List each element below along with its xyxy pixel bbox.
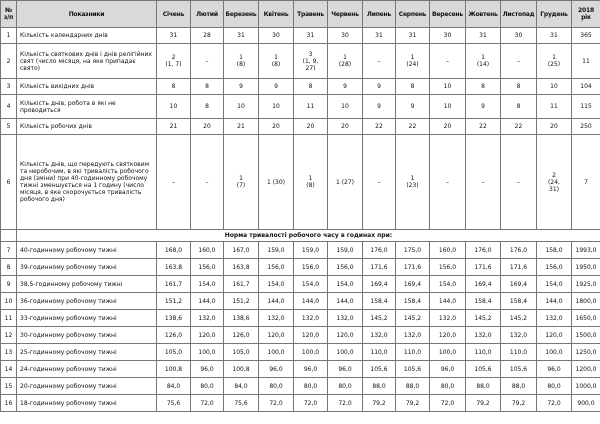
month-cell: 1 (24) (396, 44, 430, 79)
month-cell: 30 (501, 28, 537, 44)
month-cell: 126,0 (224, 327, 259, 344)
row-number: 9 (1, 276, 17, 293)
month-cell: 96,0 (537, 361, 572, 378)
row-label: 33-годинному робочому тижні (17, 310, 157, 327)
month-cell: 9 (396, 95, 430, 119)
month-cell: 1 (8) (224, 44, 259, 79)
month-cell: 120,0 (430, 327, 466, 344)
month-cell: 20 (259, 119, 294, 135)
table-row (1, 378, 600, 395)
year-total-cell: 1650,0 (572, 310, 600, 327)
month-cell: 145,2 (363, 310, 396, 327)
month-cell: 10 (224, 95, 259, 119)
month-cell: 160,0 (430, 242, 466, 259)
row-number: 7 (1, 242, 17, 259)
table-row (1, 344, 600, 361)
month-cell: 132,0 (259, 310, 294, 327)
month-cell: 80,0 (328, 378, 363, 395)
month-cell: 22 (396, 119, 430, 135)
month-cell: 79,2 (466, 395, 501, 412)
month-cell: 132,0 (396, 327, 430, 344)
month-cell: 10 (157, 95, 191, 119)
row-label: Кількість календарних днів (17, 28, 157, 44)
month-cell: 105,6 (466, 361, 501, 378)
row-number: 6 (1, 135, 17, 230)
month-cell: 156,0 (430, 259, 466, 276)
month-cell: 31 (157, 28, 191, 44)
month-cell: 168,0 (157, 242, 191, 259)
header-cell: Показники (17, 1, 157, 28)
month-cell: 8 (191, 79, 224, 95)
row-number: 4 (1, 95, 17, 119)
month-cell: 8 (294, 79, 328, 95)
year-total-cell: 1000,0 (572, 378, 600, 395)
month-cell: 30 (328, 28, 363, 44)
month-cell: 158,4 (363, 293, 396, 310)
month-cell: – (191, 135, 224, 230)
month-cell: 2 (24, 31) (537, 135, 572, 230)
month-cell: 10 (328, 95, 363, 119)
year-total-cell: 7 (572, 135, 600, 230)
month-cell: 72,0 (430, 395, 466, 412)
month-cell: 110,0 (466, 344, 501, 361)
month-cell: 72,0 (537, 395, 572, 412)
month-cell: 154,0 (259, 276, 294, 293)
year-total-cell: 250 (572, 119, 600, 135)
month-cell: 138,6 (157, 310, 191, 327)
month-cell: 145,2 (466, 310, 501, 327)
month-cell: 100,0 (537, 344, 572, 361)
month-cell: 120,0 (191, 327, 224, 344)
month-cell: 160,0 (191, 242, 224, 259)
month-cell: 20 (294, 119, 328, 135)
month-cell: 163,8 (157, 259, 191, 276)
table-row (1, 79, 600, 95)
month-cell: 75,6 (157, 395, 191, 412)
month-cell: 158,0 (537, 242, 572, 259)
row-label: 40-годинному робочому тижні (17, 242, 157, 259)
month-cell: – (466, 135, 501, 230)
month-cell: 84,0 (157, 378, 191, 395)
month-cell: 100,0 (259, 344, 294, 361)
month-cell: 105,6 (396, 361, 430, 378)
row-label: 39-годинному робочому тижні (17, 259, 157, 276)
month-cell: 144,0 (294, 293, 328, 310)
month-cell: 176,0 (501, 242, 537, 259)
header-cell: Вересень (430, 1, 466, 28)
row-label: 38,5-годинному робочому тижні (17, 276, 157, 293)
month-cell: 154,0 (430, 276, 466, 293)
month-cell: 79,2 (501, 395, 537, 412)
year-total-cell: 1993,0 (572, 242, 600, 259)
year-total-cell: 11 (572, 44, 600, 79)
month-cell: 88,0 (396, 378, 430, 395)
month-cell: 1 (7) (224, 135, 259, 230)
month-cell: 158,4 (396, 293, 430, 310)
month-cell: 1 (27) (328, 135, 363, 230)
month-cell: 158,4 (466, 293, 501, 310)
month-cell: 161,7 (157, 276, 191, 293)
month-cell: 105,6 (363, 361, 396, 378)
month-cell: 8 (191, 95, 224, 119)
header-cell: Липень (363, 1, 396, 28)
month-cell: 156,0 (328, 259, 363, 276)
year-total-cell: 1925,0 (572, 276, 600, 293)
month-cell: 72,0 (294, 395, 328, 412)
month-cell: 30 (430, 28, 466, 44)
section-title-row (1, 230, 600, 242)
row-number: 12 (1, 327, 17, 344)
month-cell: 8 (501, 95, 537, 119)
row-label: 30-годинному робочому тижні (17, 327, 157, 344)
month-cell: 158,4 (501, 293, 537, 310)
month-cell: 28 (191, 28, 224, 44)
month-cell: 10 (430, 95, 466, 119)
month-cell: 132,0 (294, 310, 328, 327)
month-cell: 120,0 (328, 327, 363, 344)
month-cell: 154,0 (191, 276, 224, 293)
year-total-cell: 1500,0 (572, 327, 600, 344)
month-cell: 80,0 (430, 378, 466, 395)
month-cell: 105,0 (224, 344, 259, 361)
month-cell: 169,4 (396, 276, 430, 293)
month-cell: 132,0 (501, 327, 537, 344)
table-row (1, 95, 600, 119)
month-cell: 9 (466, 95, 501, 119)
month-cell: 126,0 (157, 327, 191, 344)
month-cell: 88,0 (363, 378, 396, 395)
row-number: 3 (1, 79, 17, 95)
month-cell: 167,0 (224, 242, 259, 259)
table-row (1, 395, 600, 412)
month-cell: 138,6 (224, 310, 259, 327)
year-total-cell: 900,0 (572, 395, 600, 412)
month-cell: 84,0 (224, 378, 259, 395)
month-cell: 22 (501, 119, 537, 135)
row-label: Кількість днів, робота в які не проводиться (17, 95, 157, 119)
month-cell: 9 (363, 95, 396, 119)
header-cell: Лютий (191, 1, 224, 28)
month-cell: 100,0 (430, 344, 466, 361)
month-cell: 96,0 (294, 361, 328, 378)
month-cell: 110,0 (501, 344, 537, 361)
month-cell: 10 (430, 79, 466, 95)
month-cell: 100,0 (328, 344, 363, 361)
month-cell: 169,4 (466, 276, 501, 293)
table-row (1, 119, 600, 135)
month-cell: 100,8 (157, 361, 191, 378)
year-total-cell: 115 (572, 95, 600, 119)
month-cell: 31 (294, 28, 328, 44)
header-cell: Серпень (396, 1, 430, 28)
month-cell: 132,0 (328, 310, 363, 327)
month-cell: – (191, 44, 224, 79)
month-cell: 120,0 (537, 327, 572, 344)
table-header (1, 1, 600, 28)
table-row (1, 361, 600, 378)
month-cell: 171,6 (501, 259, 537, 276)
header-cell: № з/п (1, 1, 17, 28)
month-cell: 156,0 (294, 259, 328, 276)
row-number: 2 (1, 44, 17, 79)
row-number: 16 (1, 395, 17, 412)
row-label: Кількість робочих днів (17, 119, 157, 135)
year-total-cell: 104 (572, 79, 600, 95)
month-cell: – (157, 135, 191, 230)
table-row (1, 327, 600, 344)
header-cell: Січень (157, 1, 191, 28)
month-cell: 31 (224, 28, 259, 44)
table-row (1, 310, 600, 327)
month-cell: 120,0 (294, 327, 328, 344)
month-cell: 151,2 (157, 293, 191, 310)
month-cell: 2 (1, 7) (157, 44, 191, 79)
month-cell: 96,0 (328, 361, 363, 378)
month-cell: 79,2 (363, 395, 396, 412)
month-cell: 176,0 (466, 242, 501, 259)
month-cell: 159,0 (294, 242, 328, 259)
month-cell: 110,0 (396, 344, 430, 361)
month-cell: 80,0 (537, 378, 572, 395)
row-label: Кількість вихідних днів (17, 79, 157, 95)
year-total-cell: 1950,0 (572, 259, 600, 276)
month-cell: 9 (363, 79, 396, 95)
month-cell: 120,0 (259, 327, 294, 344)
month-cell: 1 (25) (537, 44, 572, 79)
year-total-cell: 365 (572, 28, 600, 44)
table-row (1, 276, 600, 293)
month-cell: 169,4 (501, 276, 537, 293)
month-cell: 100,0 (294, 344, 328, 361)
month-cell: 171,6 (466, 259, 501, 276)
month-cell: 132,0 (363, 327, 396, 344)
row-label: 18-годинному робочому тижні (17, 395, 157, 412)
month-cell: – (501, 135, 537, 230)
month-cell: 144,0 (328, 293, 363, 310)
row-number: 5 (1, 119, 17, 135)
month-cell: 72,0 (259, 395, 294, 412)
month-cell: 96,0 (259, 361, 294, 378)
month-cell: 96,0 (430, 361, 466, 378)
month-cell: 9 (259, 79, 294, 95)
table-row (1, 259, 600, 276)
row-number: 14 (1, 361, 17, 378)
month-cell: 169,4 (363, 276, 396, 293)
row-label: Кількість святкових днів і днів релігійних свят (число місяця, на яке припадає свято) (17, 44, 157, 79)
header-cell: Грудень (537, 1, 572, 28)
month-cell: 171,6 (396, 259, 430, 276)
row-number: 1 (1, 28, 17, 44)
month-cell: 22 (466, 119, 501, 135)
month-cell: 105,6 (501, 361, 537, 378)
month-cell: 3 (1, 9, 27) (294, 44, 328, 79)
month-cell: 159,0 (259, 242, 294, 259)
month-cell: 156,0 (259, 259, 294, 276)
section-title-num (1, 230, 17, 242)
month-cell: 8 (396, 79, 430, 95)
month-cell: 100,0 (191, 344, 224, 361)
month-cell: 176,0 (363, 242, 396, 259)
month-cell: 159,0 (328, 242, 363, 259)
month-cell: 79,2 (396, 395, 430, 412)
month-cell: 20 (430, 119, 466, 135)
month-cell: 80,0 (259, 378, 294, 395)
table-row (1, 28, 600, 44)
month-cell: 21 (224, 119, 259, 135)
month-cell: 9 (224, 79, 259, 95)
month-cell: 144,0 (430, 293, 466, 310)
month-cell: 1 (8) (259, 44, 294, 79)
month-cell: 144,0 (259, 293, 294, 310)
header-cell: Березень (224, 1, 259, 28)
month-cell: 1 (23) (396, 135, 430, 230)
month-cell: 9 (328, 79, 363, 95)
table-body (1, 28, 600, 412)
month-cell: 10 (259, 95, 294, 119)
section-title: Норма тривалості робочого часу в годинах при: (17, 230, 600, 242)
month-cell: 105,0 (157, 344, 191, 361)
month-cell: 132,0 (191, 310, 224, 327)
month-cell: 20 (537, 119, 572, 135)
month-cell: 1 (28) (328, 44, 363, 79)
row-number: 11 (1, 310, 17, 327)
month-cell: 31 (537, 28, 572, 44)
month-cell: 154,0 (537, 276, 572, 293)
month-cell: 132,0 (430, 310, 466, 327)
month-cell: 11 (537, 95, 572, 119)
month-cell: 88,0 (501, 378, 537, 395)
month-cell: 144,0 (537, 293, 572, 310)
year-total-cell: 1200,0 (572, 361, 600, 378)
month-cell: – (363, 44, 396, 79)
row-label: 25-годинному робочому тижні (17, 344, 157, 361)
table-row (1, 135, 600, 230)
header-cell: 2018 рік (572, 1, 600, 28)
month-cell: 132,0 (537, 310, 572, 327)
row-number: 15 (1, 378, 17, 395)
month-cell: 8 (466, 79, 501, 95)
month-cell: 80,0 (294, 378, 328, 395)
header-row (1, 1, 600, 28)
month-cell: 1 (14) (466, 44, 501, 79)
year-total-cell: 1250,0 (572, 344, 600, 361)
month-cell: 88,0 (466, 378, 501, 395)
row-number: 10 (1, 293, 17, 310)
month-cell: 1 (8) (294, 135, 328, 230)
month-cell: 171,6 (363, 259, 396, 276)
month-cell: 72,0 (328, 395, 363, 412)
header-cell: Листопад (501, 1, 537, 28)
month-cell: 110,0 (363, 344, 396, 361)
month-cell: 163,8 (224, 259, 259, 276)
month-cell: 132,0 (466, 327, 501, 344)
month-cell: 96,0 (191, 361, 224, 378)
month-cell: – (430, 44, 466, 79)
row-label: Кількість днів, що передують святковим та неробочим, в які тривалість робочого дня (зміни) при 40-годинному робочому тижні зменшується на 1 годину (число місяця, в яке скорочується тривалість робочого дня) (17, 135, 157, 230)
month-cell: 21 (157, 119, 191, 135)
year-total-cell: 1800,0 (572, 293, 600, 310)
month-cell: 8 (157, 79, 191, 95)
month-cell: 100,8 (224, 361, 259, 378)
month-cell: 80,0 (191, 378, 224, 395)
month-cell: 20 (328, 119, 363, 135)
header-cell: Травень (294, 1, 328, 28)
month-cell: 175,0 (396, 242, 430, 259)
month-cell: 8 (501, 79, 537, 95)
month-cell: 145,2 (396, 310, 430, 327)
month-cell: 31 (396, 28, 430, 44)
month-cell: 156,0 (191, 259, 224, 276)
row-label: 36-годинному робочому тижні (17, 293, 157, 310)
row-number: 13 (1, 344, 17, 361)
month-cell: 156,0 (537, 259, 572, 276)
month-cell: – (363, 135, 396, 230)
header-cell: Квітень (259, 1, 294, 28)
row-number: 8 (1, 259, 17, 276)
table-row (1, 242, 600, 259)
month-cell: 1 (30) (259, 135, 294, 230)
header-cell: Жовтень (466, 1, 501, 28)
month-cell: 151,2 (224, 293, 259, 310)
row-label: 20-годинному робочому тижні (17, 378, 157, 395)
table-row (1, 44, 600, 79)
month-cell: 30 (259, 28, 294, 44)
month-cell: – (501, 44, 537, 79)
month-cell: 145,2 (501, 310, 537, 327)
month-cell: 75,6 (224, 395, 259, 412)
table-row (1, 293, 600, 310)
month-cell: 22 (363, 119, 396, 135)
month-cell: 144,0 (191, 293, 224, 310)
row-label: 24-годинному робочому тижні (17, 361, 157, 378)
header-cell: Червень (328, 1, 363, 28)
month-cell: 161,7 (224, 276, 259, 293)
month-cell: 72,0 (191, 395, 224, 412)
month-cell: 20 (191, 119, 224, 135)
month-cell: 31 (466, 28, 501, 44)
month-cell: 10 (537, 79, 572, 95)
month-cell: 154,0 (294, 276, 328, 293)
month-cell: 154,0 (328, 276, 363, 293)
month-cell: 11 (294, 95, 328, 119)
month-cell: – (430, 135, 466, 230)
month-cell: 31 (363, 28, 396, 44)
